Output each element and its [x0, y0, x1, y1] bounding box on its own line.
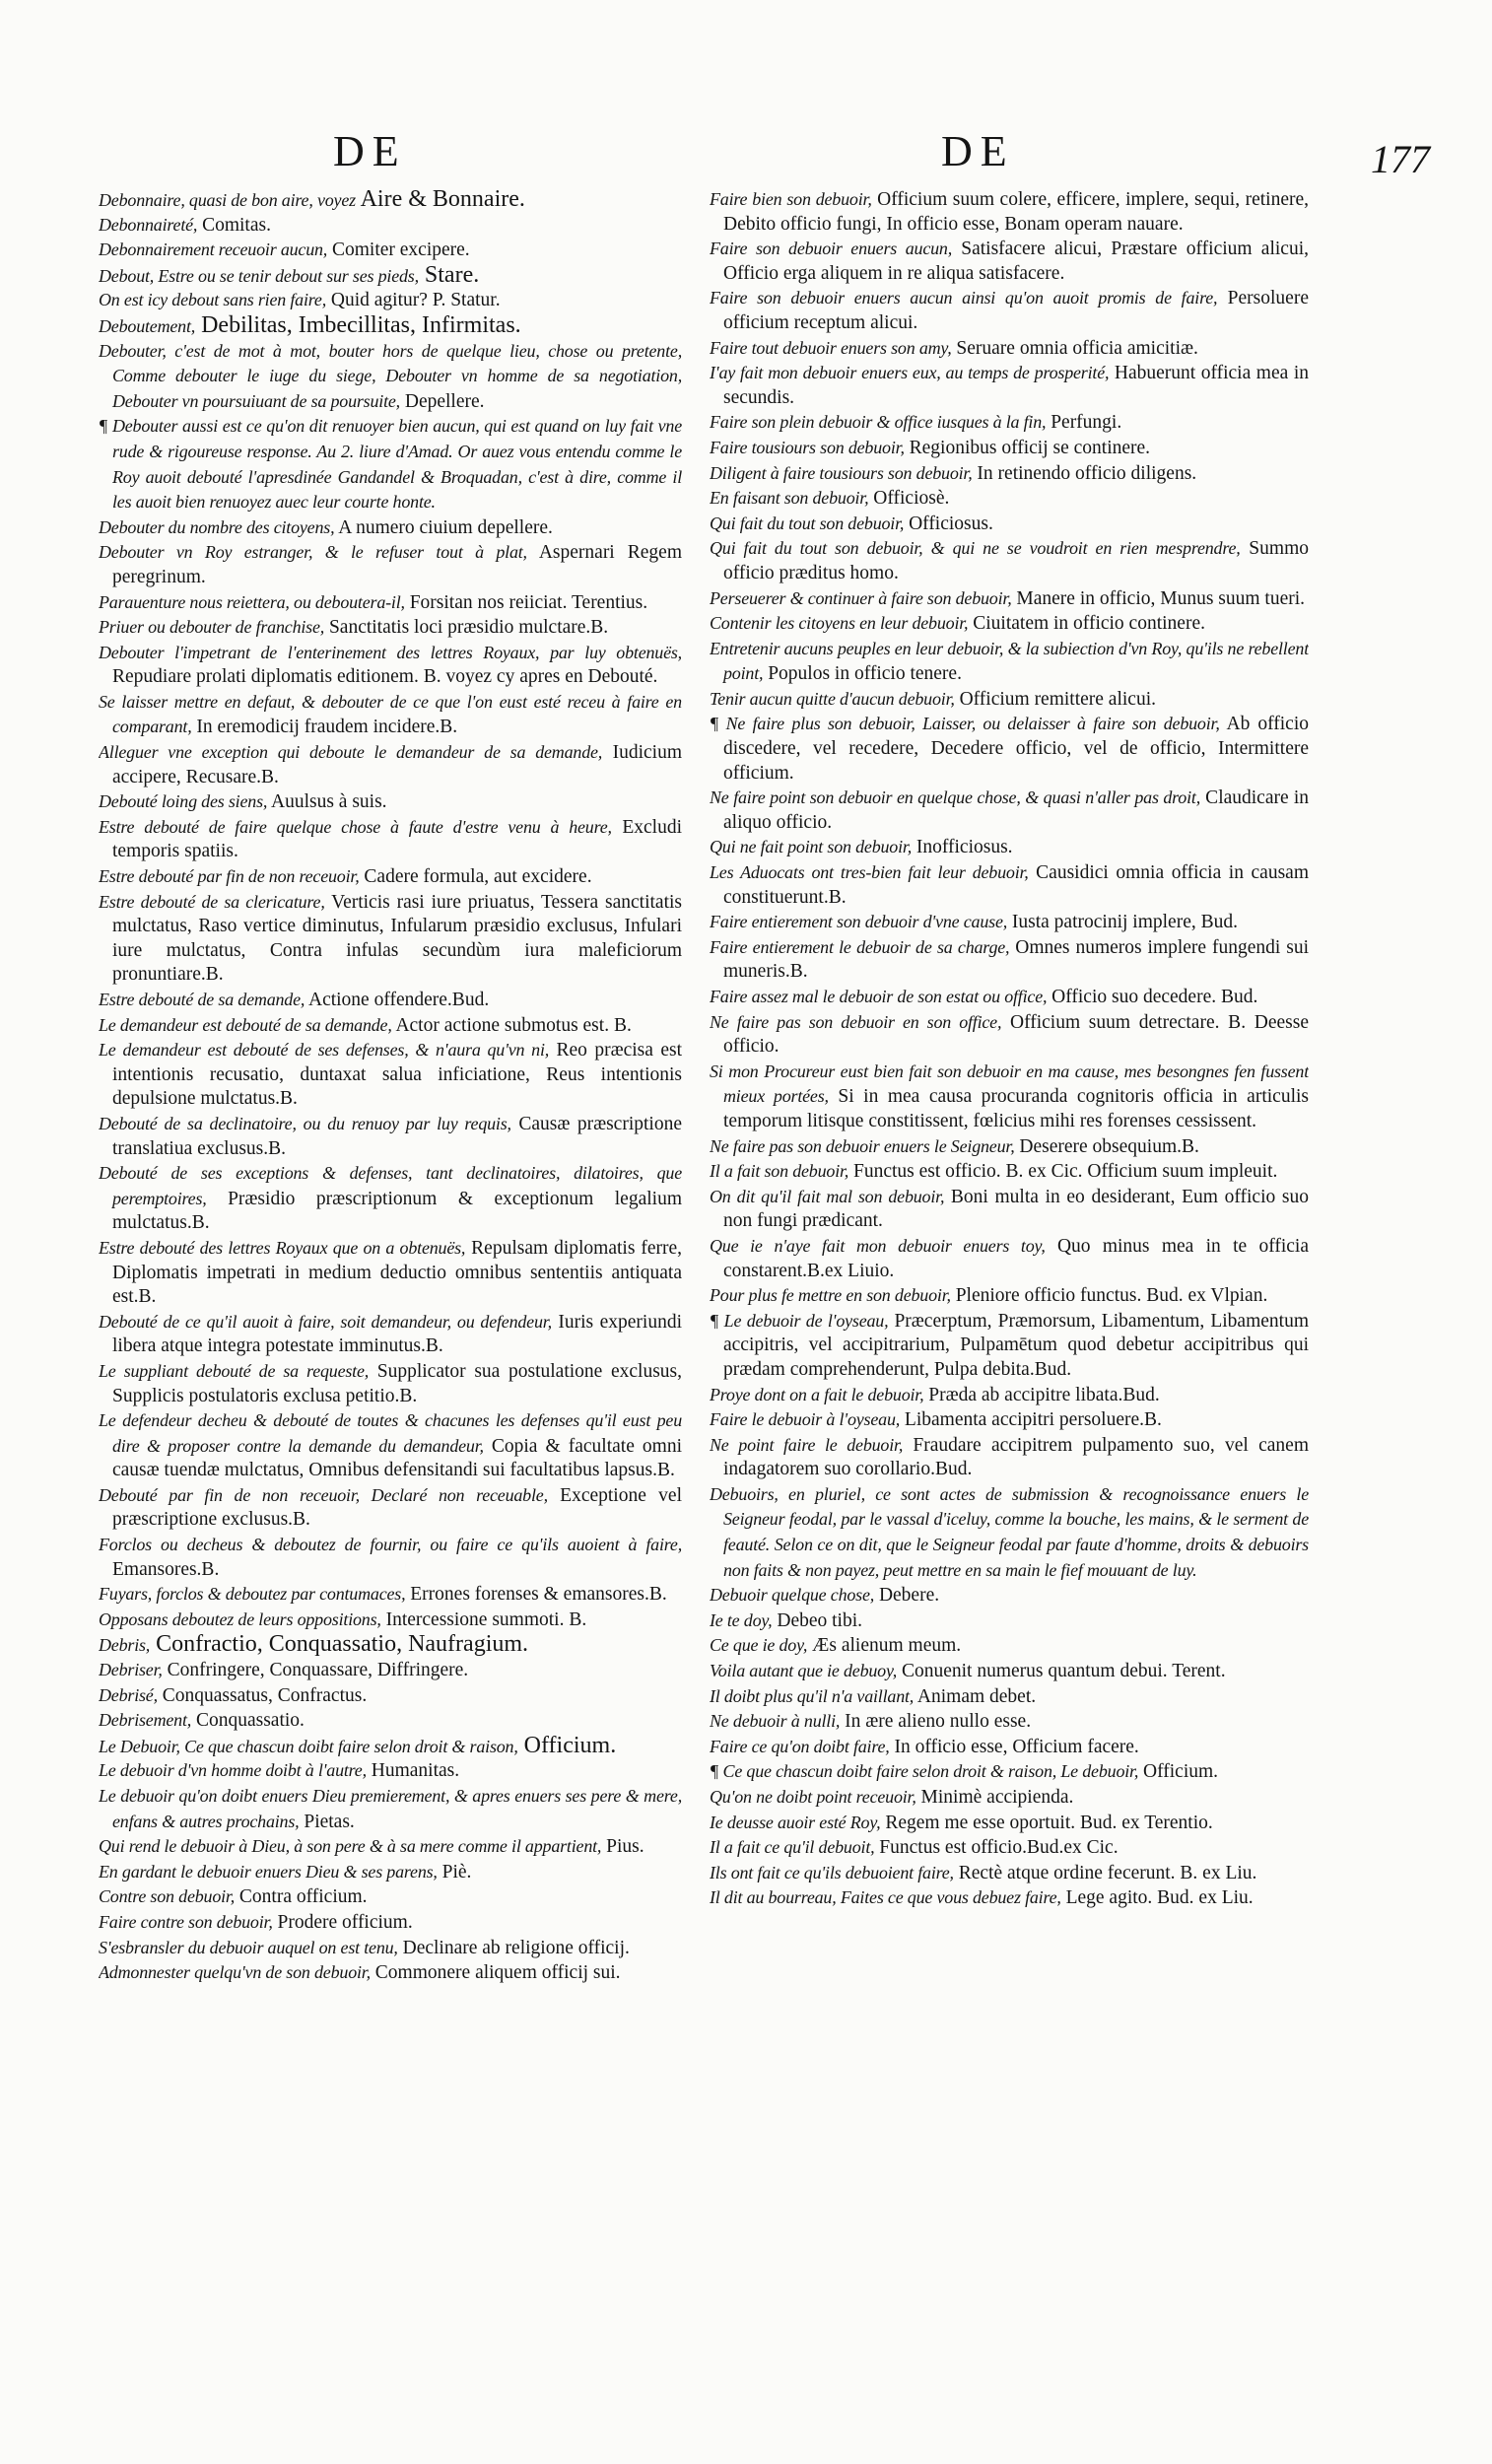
entry-latin: Declinare ab religione officij. [397, 1937, 630, 1958]
entry-french: Ie deusse auoir esté Roy, [710, 1812, 881, 1832]
dictionary-entry [710, 461, 1309, 487]
entry-latin: Actor actione submotus est. B. [391, 1014, 632, 1036]
entry-french: Debrisement, [99, 1710, 192, 1731]
entry-french: Il doibt plus qu'il n'a vaillant, [710, 1685, 915, 1706]
dictionary-entry [99, 1533, 682, 1582]
dictionary-entry [99, 690, 682, 740]
dictionary-entry [99, 740, 682, 789]
entry-french: Debouter du nombre des citoyens, [99, 516, 335, 537]
entry-latin: Cadere formula, aut excidere. [359, 866, 592, 888]
entry-french: Faire son debuoir enuers aucun ainsi qu'on auoit promis de faire, [710, 288, 1218, 308]
entry-french: Qui fait du tout son debuoir, & qui ne se voudroit en rien mesprendre, [710, 538, 1241, 559]
entry-french: Estre debouté de sa clericature, [99, 891, 325, 912]
dictionary-entry [710, 637, 1309, 687]
entry-french: En gardant le debuoir enuers Dieu & ses parens, [99, 1861, 438, 1882]
entry-french: Debouter l'impetrant de l'enterinement des lettres Royaux, par luy obtenuës, [99, 642, 682, 662]
entry-latin: Causidici omnia officia in causam constituerunt.B. [723, 862, 1309, 908]
entry-french: Debriser, [99, 1660, 163, 1680]
entry-french: Le debuoir d'vn homme doibt à l'autre, [99, 1760, 367, 1781]
dictionary-entry [710, 1759, 1309, 1785]
entry-latin: Supplicator sua postulatione exclusus, Supplicis postulatoris exclusa petitio.B. [112, 1360, 682, 1406]
entry-french: Estre debouté par fin de non receuoir, [99, 866, 360, 887]
dictionary-entry [710, 1835, 1309, 1861]
entry-french: Proye dont on a fait le debuoir, [710, 1384, 924, 1404]
entry-french: Debout, Estre ou se tenir debout sur ses pieds, [99, 265, 419, 286]
entry-french: Faire son plein debuoir & office iusques à la fin, [710, 412, 1047, 433]
left-column [99, 187, 682, 2336]
entry-french: Il a fait ce qu'il debuoit, [710, 1837, 875, 1858]
entry-french: Estre debouté de sa demande, [99, 990, 305, 1009]
entry-latin: Iusta patrocinij implere, Bud. [1007, 912, 1238, 933]
entry-french: Debris, [99, 1635, 151, 1656]
entry-french: Faire bien son debuoir, [710, 189, 872, 209]
entry-french: Alleguer vne exception qui deboute le demandeur de sa demande, [99, 742, 603, 763]
dictionary-entry [99, 864, 682, 890]
dictionary-entry [710, 712, 1309, 786]
entry-latin: Animam debet. [914, 1685, 1037, 1707]
entry-french: Si mon Procureur eust bien fait son debuoir en ma cause, mes besongnes fen fussent mieux portées, [710, 1061, 1309, 1107]
entry-latin: Ab officio discedere, vel recedere, Decedere officio, vel de officio, Intermittere officium. [723, 714, 1309, 784]
dictionary-entry [99, 1936, 682, 1961]
entry-french: ¶ Debouter aussi est ce qu'on dit renuoyer bien aucun, qui est quand on luy fait vne rude & rigoureuse response. Au 2. liure d'Amad. Or auez vous entendu comme le Roy auoit debouté l'apresdinée Gandandel & Broquadan, c'est à dire, comme il les auoit bien renuoyez auec leur courte honte. [99, 416, 682, 513]
entry-french: Debouté de ses exceptions & defenses, tant declinatoires, dilatoires, que peremptoires, [99, 1163, 682, 1208]
entry-latin: Iuris experiundi libera atque integra potestate imminutus.B. [112, 1311, 682, 1357]
dictionary-entry [710, 1309, 1309, 1383]
entry-french: Tenir aucun quitte d'aucun debuoir, [710, 688, 955, 709]
dictionary-entry [710, 586, 1309, 612]
dictionary-entry [99, 1608, 682, 1633]
dictionary-entry [99, 641, 682, 690]
dictionary-entry [99, 1582, 682, 1608]
entry-french: Debrisé, [99, 1684, 158, 1705]
entry-french: Contre son debuoir, [99, 1886, 236, 1907]
dictionary-entry [710, 1633, 1309, 1659]
dictionary-entry [710, 336, 1309, 362]
entry-french: Debouter vn Roy estranger, & le refuser tout à plat, [99, 542, 527, 563]
entry-latin: Functus est officio. B. ex Cic. Officium suum impleuit. [848, 1161, 1278, 1183]
entry-french: Qui ne fait point son debuoir, [710, 837, 912, 857]
dictionary-entry [99, 988, 682, 1013]
dictionary-entry [710, 1482, 1309, 1583]
dictionary-entry [710, 1735, 1309, 1760]
dictionary-entry [710, 1234, 1309, 1283]
dictionary-entry [710, 286, 1309, 335]
dictionary-entry [710, 1861, 1309, 1886]
entry-french: Ne faire point son debuoir en quelque chose, & quasi n'aller pas droit, [710, 787, 1200, 808]
entry-latin: In retinendo officio diligens. [972, 462, 1197, 484]
dictionary-entry [99, 890, 682, 988]
dictionary-entry [710, 1010, 1309, 1060]
entry-latin: Regionibus officij se continere. [904, 437, 1151, 458]
entry-latin: Si in mea causa procuranda cognitoris officia in articulis temporum litisque constitissent, fœlicius mihi res forenses cessissent. [723, 1086, 1309, 1131]
dictionary-entry [710, 187, 1309, 237]
entry-latin: Reo præcisa est intentionis recusatio, duntaxat salua inficiatione, Reus intentionis depulsione mulctatus.B. [112, 1040, 682, 1110]
entry-french: Le demandeur est debouté de ses defenses, & n'aura qu'vn ni, [99, 1040, 550, 1061]
entry-french: ¶ Ce que chascun doibt faire selon droit & raison, Le debuoir, [710, 1761, 1139, 1782]
dictionary-entry [99, 1758, 682, 1784]
entry-latin: Causæ præscriptione translatiua exclusus.B. [112, 1113, 682, 1159]
entry-latin: Regem me esse oportuit. Bud. ex Terentio. [880, 1812, 1213, 1833]
dictionary-entry [710, 486, 1309, 512]
entry-latin: Satisfacere alicui, Præstare officium alicui, Officio erga aliquem in re aliqua satisfacere. [723, 239, 1309, 284]
entry-latin: Officium. [517, 1732, 617, 1758]
entry-latin: Inofficiosus. [912, 837, 1013, 858]
dictionary-entry [710, 935, 1309, 985]
dictionary-entry [99, 789, 682, 815]
entry-french: Le debuoir qu'on doibt enuers Dieu premierement, & apres enuers ses pere & mere, enfans & autres prochains, [99, 1786, 682, 1831]
dictionary-entry [710, 1185, 1309, 1234]
entry-latin: Emansores.B. [112, 1558, 220, 1580]
entry-french: Estre debouté des lettres Royaux que on a obtenuës, [99, 1237, 466, 1258]
dictionary-entry [99, 288, 682, 313]
entry-french: Faire le debuoir à l'oyseau, [710, 1409, 901, 1430]
dictionary-entry [710, 536, 1309, 585]
dictionary-entry [710, 512, 1309, 537]
entry-french: Faire son debuoir enuers aucun, [710, 239, 953, 259]
dictionary-entry [99, 263, 682, 289]
entry-latin: Æs alienum meum. [807, 1635, 962, 1657]
entry-latin: Humanitas. [366, 1760, 460, 1782]
entry-french: Debouté de ce qu'il auoit à faire, soit demandeur, ou defendeur, [99, 1311, 552, 1332]
entry-latin: Forsitan nos reiiciat. Terentius. [404, 591, 648, 613]
dictionary-entry [710, 1134, 1309, 1160]
dictionary-entry [99, 1708, 682, 1734]
dictionary-entry [710, 860, 1309, 910]
dictionary-entry [99, 1483, 682, 1533]
dictionary-entry [710, 910, 1309, 935]
dictionary-entry [710, 1811, 1309, 1836]
entry-latin: Debilitas, Imbecillitas, Infirmitas. [195, 311, 521, 338]
entry-french: Il dit au bourreau, Faites ce que vous debuez faire, [710, 1887, 1061, 1908]
dictionary-entry [710, 1407, 1309, 1433]
entry-latin: Sanctitatis loci præsidio mulctare.B. [324, 617, 609, 639]
entry-french: Debonnaire, quasi de bon aire, voyez [99, 190, 356, 210]
entry-latin: Persoluere officium receptum alicui. [723, 288, 1309, 333]
entry-latin: Rectè atque ordine fecerunt. B. ex Liu. [953, 1862, 1257, 1883]
dictionary-entry [99, 1658, 682, 1683]
dictionary-entry [99, 1310, 682, 1359]
entry-latin: Seruare omnia officia amicitiæ. [951, 337, 1198, 359]
entry-french: Que ie n'aye fait mon debuoir enuers toy, [710, 1235, 1046, 1256]
running-head-left: DE [333, 127, 407, 175]
dictionary-entry [710, 687, 1309, 713]
entry-french: ¶ Ne faire plus son debuoir, Laisser, ou delaisser à faire son debuoir, [710, 714, 1220, 734]
entry-french: Debuoirs, en pluriel, ce sont actes de submission & recognoissance enuers le Seigneur feodal, par le vassal d'iceluy, comme la bouche, les mains, & le serment de feauté. Selon ce on dit, que le Seigneur feodal par faute d'homme, droits & debuoirs non faits & non payez, peut mettre en sa main le fief mouuant de luy. [710, 1483, 1309, 1580]
dictionary-entry [99, 1112, 682, 1161]
dictionary-entry [99, 540, 682, 589]
entry-latin: Officium. [1138, 1761, 1219, 1783]
entry-latin: Habuerunt officia mea in secundis. [723, 363, 1309, 408]
entry-french: Faire tout debuoir enuers son amy, [710, 337, 952, 358]
entry-french: Contenir les citoyens en leur debuoir, [710, 613, 969, 634]
entry-french: Pour plus fe mettre en son debuoir, [710, 1285, 951, 1306]
dictionary-entry [99, 1784, 682, 1834]
entry-french: Ne point faire le debuoir, [710, 1434, 904, 1455]
entry-latin: Comitas. [197, 214, 271, 236]
entry-latin: Boni multa in eo desiderant, Eum officio suo non fungi prædicant. [723, 1186, 1309, 1232]
dictionary-entry [99, 1038, 682, 1112]
entry-french: Les Aduocats ont tres-bien fait leur debuoir, [710, 862, 1029, 883]
entry-french: I'ay fait mon debuoir enuers eux, au temps de prosperité, [710, 363, 1110, 383]
dictionary-entry [99, 1834, 682, 1860]
entry-french: Faire assez mal le debuoir de son estat ou office, [710, 987, 1048, 1006]
dictionary-entry [99, 1632, 682, 1658]
dictionary-entry [710, 436, 1309, 461]
entry-french: S'esbransler du debuoir auquel on est tenu, [99, 1937, 398, 1957]
dictionary-entry [99, 339, 682, 415]
entry-french: Forclos ou decheus & deboutez de fournir, ou faire ce qu'ils auoient à faire, [99, 1535, 682, 1555]
entry-french: Voila autant que ie debuoy, [710, 1661, 898, 1681]
entry-french: Qui rend le debuoir à Dieu, à son pere & à sa mere comme il appartient, [99, 1836, 602, 1857]
entry-french: Se laisser mettre en defaut, & debouter de ce que l'on eust esté receu à faire en comparant, [99, 691, 682, 737]
dictionary-entry [710, 361, 1309, 410]
entry-latin: Officium suum detrectare. B. Deesse officio. [723, 1011, 1309, 1058]
entry-latin: Auulsus à suis. [267, 791, 387, 813]
entry-latin: In eremodicij fraudem incidere.B. [191, 717, 458, 738]
entry-latin: Debere. [874, 1585, 940, 1607]
dictionary-entry [710, 1060, 1309, 1134]
entry-french: Parauenture nous reiettera, ou deboutera-il, [99, 591, 405, 612]
entry-french: Faire tousiours son debuoir, [710, 437, 905, 457]
dictionary-entry [99, 1860, 682, 1885]
entry-french: Diligent à faire tousiours son debuoir, [710, 462, 973, 483]
entry-latin: Pius. [601, 1836, 644, 1858]
entry-latin: Conquassatus, Confractus. [157, 1684, 368, 1706]
entry-latin: Officium suum colere, efficere, implere, sequi, retinere, Debito officio fungi, In officio esse, Bonam operam nauare. [723, 189, 1309, 235]
dictionary-entry [710, 1433, 1309, 1482]
dictionary-entry [99, 1683, 682, 1709]
dictionary-entry [710, 1659, 1309, 1684]
dictionary-entry [710, 1785, 1309, 1811]
entry-latin: Omnes numeros implere fungendi sui muneris.B. [723, 936, 1309, 983]
entry-french: Ils ont fait ce qu'ils debuoient faire, [710, 1862, 954, 1882]
entry-french: Qu'on ne doibt point receuoir, [710, 1787, 916, 1807]
entry-french: Qui fait du tout son debuoir, [710, 513, 905, 533]
dictionary-entry [710, 786, 1309, 835]
entry-french: Faire contre son debuoir, [99, 1911, 273, 1932]
entry-latin: Populos in officio tenere. [763, 663, 962, 685]
entry-french: Le suppliant debouté de sa requeste, [99, 1360, 370, 1381]
entry-french: Fuyars, forclos & deboutez par contumaces, [99, 1584, 406, 1605]
dictionary-entry [710, 1383, 1309, 1408]
dictionary-entry [710, 237, 1309, 286]
entry-latin: Conuenit numerus quantum debui. Terent. [897, 1661, 1226, 1682]
dictionary-entry [710, 410, 1309, 436]
entry-latin: Perfungi. [1046, 412, 1122, 434]
dictionary-entry [99, 1236, 682, 1310]
entry-latin: Claudicare in aliquo officio. [723, 787, 1309, 833]
entry-latin: A numero ciuium depellere. [334, 516, 553, 538]
entry-latin: Aspernari Regem peregrinum. [112, 542, 682, 587]
dictionary-entry [710, 1608, 1309, 1634]
entry-french: Entretenir aucuns peuples en leur debuoir, & la subiection d'vn Roy, qu'ils ne rebellent point, [710, 638, 1309, 684]
entry-french: Priuer ou debouter de franchise, [99, 617, 325, 638]
entry-french: ¶ Le debuoir de l'oyseau, [710, 1310, 889, 1331]
entry-latin: Pleniore officio functus. Bud. ex Vlpian. [950, 1285, 1268, 1307]
entry-latin: Libamenta accipitri persoluere.B. [900, 1409, 1162, 1431]
entry-latin: Repudiare prolati diplomatis editionem. B. voyez cy apres en Debouté. [112, 666, 658, 688]
entry-latin: Summo officio præditus homo. [723, 538, 1309, 583]
entry-latin: Quo minus mea in te officia constarent.B.ex Liuio. [723, 1235, 1309, 1281]
dictionary-entry [99, 1359, 682, 1408]
entry-french: Ne debuoir à nulli, [710, 1711, 841, 1732]
entry-latin: Præsidio præscriptionum & exceptionum legalium mulctatus.B. [112, 1188, 682, 1234]
entry-latin: Contra officium. [235, 1886, 368, 1908]
dictionary-entry [99, 590, 682, 616]
entry-french: Debuoir quelque chose, [710, 1585, 875, 1606]
entry-french: On dit qu'il fait mal son debuoir, [710, 1186, 945, 1206]
entry-french: Admonnester quelqu'vn de son debuoir, [99, 1962, 371, 1983]
dictionary-entry [99, 1734, 682, 1759]
entry-french: Estre debouté de faire quelque chose à faute d'estre venu à heure, [99, 816, 612, 837]
dictionary-entry [710, 985, 1309, 1010]
dictionary-entry [99, 515, 682, 541]
entry-latin: Repulsam diplomatis ferre, Diplomatis impetrati in medium deductio omnibus sententiis antiquata est.B. [112, 1237, 682, 1308]
dictionary-entry [99, 187, 682, 213]
entry-french: En faisant son debuoir, [710, 488, 869, 509]
entry-french: Debouté loing des siens, [99, 791, 268, 812]
dictionary-entry [710, 1283, 1309, 1309]
entry-french: Faire entierement le debuoir de sa charge, [710, 936, 1010, 957]
entry-latin: Officio suo decedere. Bud. [1047, 987, 1258, 1007]
entry-french: Opposans deboutez de leurs oppositions, [99, 1608, 381, 1629]
entry-latin: Depellere. [399, 390, 485, 412]
entry-french: Le defendeur decheu & debouté de toutes & chacunes les defenses qu'il eust peu dire & proposer contre la demande du demandeur, [99, 1410, 682, 1456]
right-column [710, 187, 1309, 2336]
dictionary-entry [99, 815, 682, 864]
entry-latin: Confringere, Conquassare, Diffringere. [162, 1660, 469, 1681]
entry-latin: Stare. [418, 261, 480, 288]
entry-latin: In officio esse, Officium facere. [889, 1736, 1139, 1757]
entry-latin: Intercessione summoti. B. [380, 1608, 587, 1630]
entry-latin: Ciuitatem in officio continere. [968, 613, 1205, 635]
entry-french: Ne faire pas son debuoir enuers le Seigneur, [710, 1135, 1015, 1156]
dictionary-entry [710, 1583, 1309, 1608]
entry-latin: Piè. [437, 1861, 472, 1882]
dictionary-entry [99, 238, 682, 263]
entry-french: Ie te doy, [710, 1609, 773, 1630]
entry-french: Debouter, c'est de mot à mot, bouter hors de quelque lieu, chose ou pretente, Comme debouter le iuge du siege, Debouter vn homme de sa negotiation, Debouter vn poursuiuant de sa poursuite, [99, 340, 682, 411]
entry-latin: Lege agito. Bud. ex Liu. [1060, 1887, 1254, 1909]
entry-latin: Officiosus. [904, 513, 993, 534]
entry-french: Le demandeur est debouté de sa demande, [99, 1014, 392, 1035]
dictionary-entry [710, 835, 1309, 860]
entry-french: Le Debuoir, Ce que chascun doibt faire selon droit & raison, [99, 1736, 518, 1756]
entry-french: On est icy debout sans rien faire, [99, 290, 326, 310]
entry-french: Debonnaireté, [99, 214, 198, 235]
entry-latin: Iudicium accipere, Recusare.B. [112, 742, 682, 787]
dictionary-entry [99, 1013, 682, 1039]
page-number: 177 [1371, 137, 1430, 181]
entry-latin: Conquassatio. [191, 1710, 305, 1732]
dictionary-entry [99, 1408, 682, 1483]
entry-latin: Quid agitur? P. Statur. [326, 290, 501, 311]
entry-latin: Aire & Bonnaire. [355, 187, 525, 212]
entry-latin: Excludi temporis spatiis. [112, 816, 682, 862]
entry-latin: Pietas. [299, 1811, 355, 1832]
dictionary-entry [99, 313, 682, 339]
running-head-right: DE [941, 127, 1015, 175]
entry-latin: Actione offendere.Bud. [305, 990, 490, 1010]
entry-latin: Prodere officium. [272, 1911, 413, 1933]
entry-french: Debouté de sa declinatoire, ou du renuoy par luy requis, [99, 1113, 511, 1133]
entry-latin: Minimè accipienda. [916, 1787, 1074, 1808]
entry-latin: Fraudare accipitrem pulpamento suo, vel canem indagatorem suo corollario.Bud. [723, 1434, 1309, 1480]
dictionary-entry [99, 1161, 682, 1236]
entry-latin: Officiosè. [868, 488, 950, 510]
dictionary-entry [99, 1910, 682, 1936]
entry-french: Ne faire pas son debuoir en son office, [710, 1011, 1002, 1032]
dictionary-entry [99, 1960, 682, 1986]
entry-latin: Comiter excipere. [327, 240, 470, 261]
entry-french: Faire ce qu'on doibt faire, [710, 1736, 890, 1756]
entry-french: Debouté par fin de non receuoir, Declaré non receuable, [99, 1484, 548, 1505]
entry-latin: Confractio, Conquassatio, Naufragium. [150, 1631, 529, 1658]
entry-french: Deboutement, [99, 315, 196, 336]
dictionary-entry [99, 213, 682, 239]
entry-french: Faire entierement son debuoir d'vne cause, [710, 912, 1008, 932]
entry-latin: Præcerptum, Præmorsum, Libamentum, Libamentum accipitris, vel accipitrarium, Pulpamētum quod debetur accipitribus qui prædam comprehenderunt, Pulpa debita.Bud. [723, 1310, 1309, 1380]
dictionary-entry [99, 615, 682, 641]
dictionary-entry [710, 611, 1309, 637]
entry-latin: Debeo tibi. [772, 1609, 863, 1631]
entry-latin: Deserere obsequium.B. [1014, 1135, 1199, 1157]
dictionary-entry [710, 1709, 1309, 1735]
dictionary-entry [99, 414, 682, 514]
entry-latin: Commonere aliquem officij sui. [370, 1962, 621, 1984]
dictionary-entry [710, 1159, 1309, 1185]
dictionary-entry [99, 1884, 682, 1910]
entry-latin: Errones forenses & emansores.B. [405, 1584, 667, 1606]
dictionary-entry [710, 1684, 1309, 1710]
entry-latin: Copia & facultate omni causæ tuendæ mulctatus, Omnibus defensitandi sui facultatibus lapsus.B. [112, 1435, 682, 1481]
entry-latin: Manere in officio, Munus suum tueri. [1011, 587, 1306, 609]
entry-french: Il a fait son debuoir, [710, 1161, 849, 1182]
entry-latin: Officium remittere alicui. [954, 688, 1156, 710]
entry-french: Perseuerer & continuer à faire son debuoir, [710, 587, 1012, 608]
entry-latin: Præda ab accipitre libata.Bud. [923, 1384, 1160, 1405]
entry-french: Debonnairement receuoir aucun, [99, 240, 328, 260]
entry-latin: Functus est officio.Bud.ex Cic. [874, 1837, 1119, 1859]
dictionary-entry [710, 1885, 1309, 1911]
entry-latin: Exceptione vel præscriptione exclusus.B. [112, 1484, 682, 1531]
entry-latin: In ære alieno nullo esse. [840, 1711, 1032, 1733]
entry-french: Ce que ie doy, [710, 1635, 808, 1656]
entry-latin: Verticis rasi iure priuatus, Tessera sanctitatis mulctatus, Raso vertice diminutus, Infularum præsidio exclusus, Infulari iure mulctatus, Contra infulas secundùm iura maleficiorum pronuntiare.B. [112, 891, 682, 986]
